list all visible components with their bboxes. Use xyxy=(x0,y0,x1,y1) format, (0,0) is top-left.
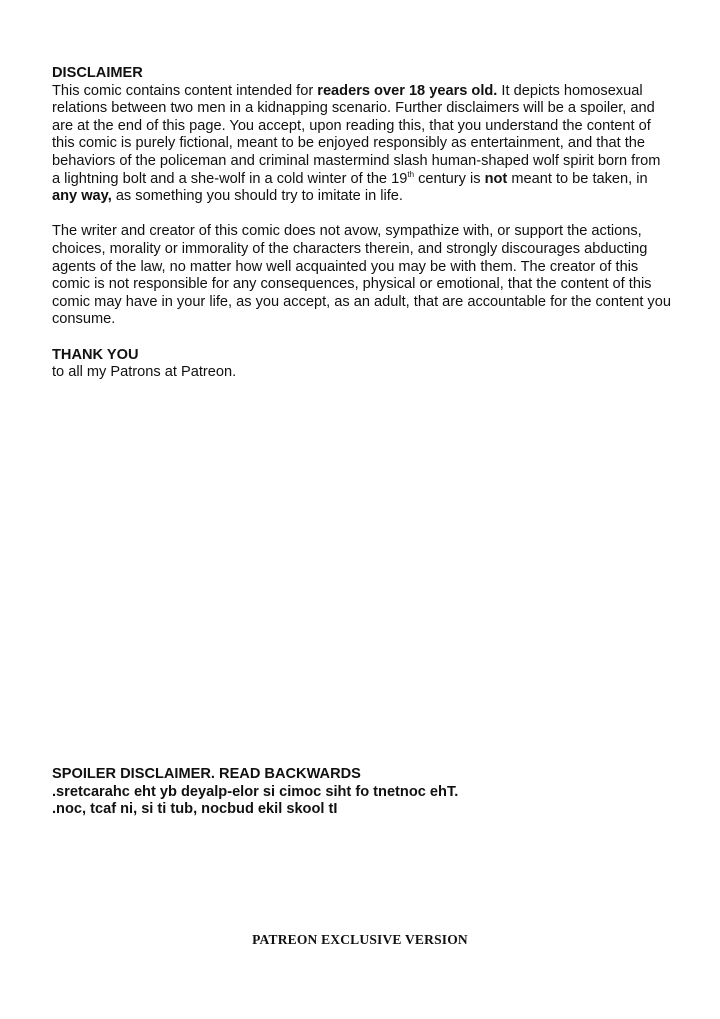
paragraph-spacer xyxy=(52,206,672,224)
text-run: as something you should try to imitate in life. xyxy=(111,188,403,205)
ordinal-superscript: th xyxy=(407,169,415,179)
text-run: This comic contains content intended for xyxy=(52,82,318,99)
bold-not: not xyxy=(484,170,508,187)
disclaimer-heading: DISCLAIMER xyxy=(52,65,143,81)
thank-you-text: to all my Patrons at Patreon. xyxy=(52,364,237,381)
patreon-exclusive-footer: PATREON EXCLUSIVE VERSION xyxy=(252,932,468,947)
bold-any-way: any way, xyxy=(52,188,112,205)
disclaimer-paragraph-2: The writer and creator of this comic does not avow, sympathize with, or support the actions, choices, morality or immorality of the characters therein, and strongly discourages abducting agents of the law, no matter how well acquainted you may be with them. The creator of this comic is not responsible for any consequences, physical or emotional, that the content of this comic may have in your life, as you accept, as an adult, that are accountable for the content you consume. xyxy=(52,223,671,328)
disclaimer-section xyxy=(52,65,672,382)
text-run: meant to be taken, in xyxy=(507,170,648,187)
spoiler-section xyxy=(52,766,672,819)
spoiler-line-1: .sretcarahc eht yb deyalp-elor si cimoc siht fo tnetnoc ehT. xyxy=(52,783,459,800)
text-run: century is xyxy=(414,170,485,187)
text-run: It depicts homosexual relations between two men in a kidnapping scenario. Further disclaimers will be a spoiler, and are at the end of this page. You accept, upon reading this, that you understand the content of this comic is purely fictional, meant to be enjoyed responsibly as entertainment, and that the behaviors of the policeman and criminal mastermind slash human-shaped wolf spirit born from a lightning bolt and a she-wolf in a cold winter of the 19 xyxy=(52,82,661,187)
thank-you-heading: THANK YOU xyxy=(52,346,139,363)
paragraph-spacer xyxy=(52,329,672,347)
spoiler-heading: SPOILER DISCLAIMER. READ BACKWARDS xyxy=(52,766,361,782)
spoiler-line-2: .noc, tcaf ni, si ti tub, nocbud ekil skool tI xyxy=(52,801,338,818)
disclaimer-paragraph-1 xyxy=(52,83,672,206)
bold-age-warning: readers over 18 years old. xyxy=(317,82,498,99)
